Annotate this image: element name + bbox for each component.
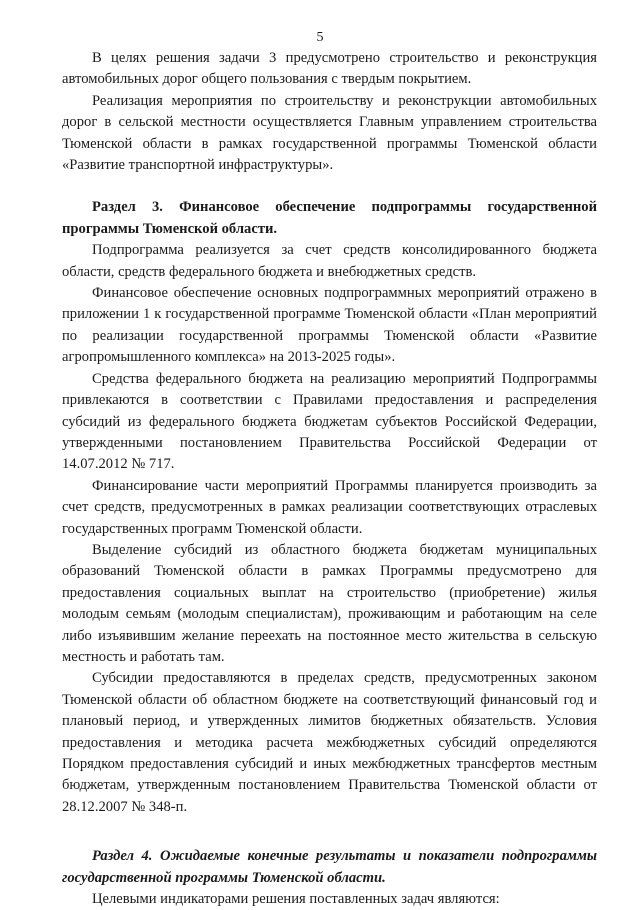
paragraph: Выделение субсидий из областного бюджета бюджетам муниципальных образований Тюменской области в рамках Программы предусмотрено для предоставления социальных выплат на строительство (приобретение) жилья молодым семьям (молодым специалистам), проживающим и работающим на селе либо изъявившим желание переехать на постоянное место жительства в сельскую местность и работать там. — [62, 541, 597, 665]
paragraph: Субсидии предоставляются в пределах средств, предусмотренных законом Тюменской области об областном бюджете на соответствующий финансовый год и плановый период, и утвержденных лимитов бюджетных обязательств. Условия предоставления и методика расчета межбюджетных субсидий определяются Порядком предоставления субсидий и иных межбюджетных трансфертов местным бюджетам, утвержденным постановлением Правительства Тюменской области от 28.12.2007 № 348-п. — [62, 670, 597, 815]
paragraph: Средства федерального бюджета на реализацию мероприятий Подпрограммы привлекаются в соответствии с Правилами предоставления и распределения субсидий из федерального бюджета бюджетам субъектов Российской Федерации, утвержденными постановлением Правительства Российской Федерации от 14.07.2012 № 717. — [62, 370, 597, 473]
page-number: 5 — [316, 30, 324, 45]
paragraph: Целевыми индикаторами решения поставленных задач являются: — [92, 891, 500, 908]
document-body — [62, 48, 597, 910]
paragraph: В целях решения задачи 3 предусмотрено строительство и реконструкция автомобильных дорог общего пользования с твердым покрытием. — [62, 50, 597, 88]
paragraph: Реализация мероприятия по строительству и реконструкции автомобильных дорог в сельской местности осуществляется Главным управлением строительства Тюменской области в рамках государственной программы Тюменской области «Развитие транспортной инфраструктуры». — [62, 92, 597, 174]
section-4-heading: Раздел 4. Ожидаемые конечные результаты и показатели подпрограммы государственной программы Тюменской области. — [62, 848, 597, 886]
section-3-heading: Раздел 3. Финансовое обеспечение подпрограммы государственной программы Тюменской области. — [62, 199, 597, 237]
paragraph: Финансовое обеспечение основных подпрограммных мероприятий отражено в приложении 1 к государственной программе Тюменской области «План мероприятий по реализации государственной программы Тюменской области «Развитие агропромышленного комплекса» на 2013-2025 годы». — [62, 285, 597, 366]
paragraph: Финансирование части мероприятий Программы планируется производить за счет средств, предусмотренных в рамках реализации соответствующих отраслевых государственных программ Тюменской области. — [62, 477, 597, 537]
paragraph: Подпрограмма реализуется за счет средств консолидированного бюджета области, средств федерального бюджета и внебюджетных средств. — [62, 242, 597, 280]
